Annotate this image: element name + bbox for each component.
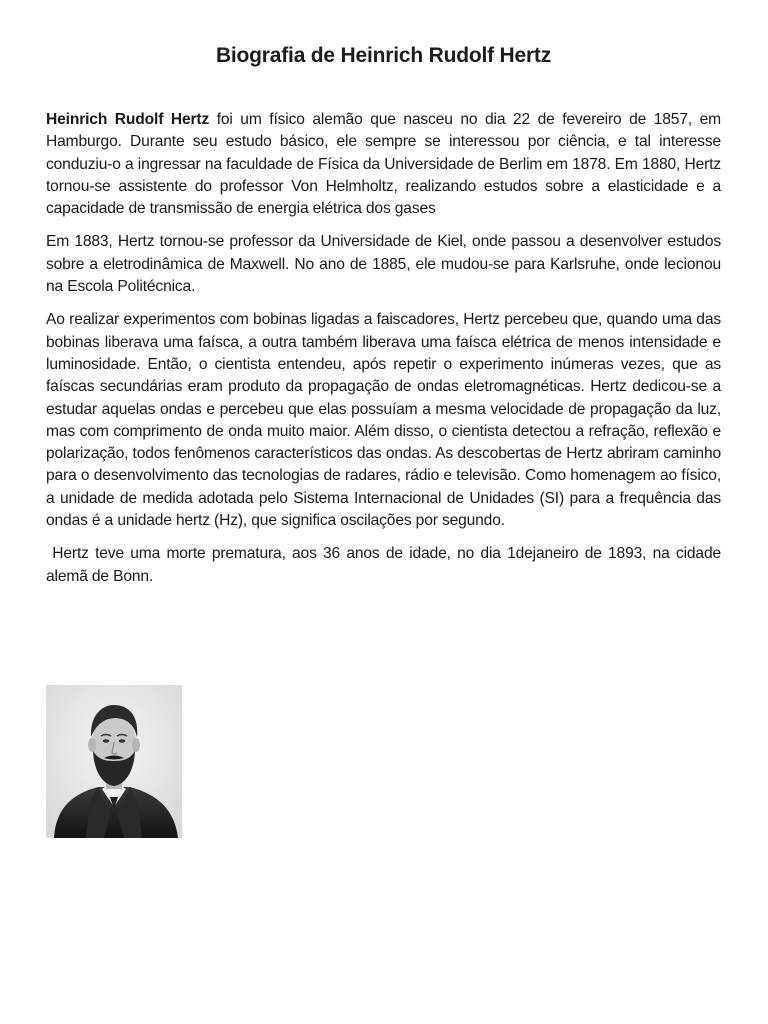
document-title: Biografia de Heinrich Rudolf Hertz [215,44,552,67]
document-body [46,109,726,599]
paragraph-experiments: Ao realizar experimentos com bobinas ligadas a faiscadores, Hertz percebeu que, quando uma das bobinas liberava uma faísca, a outra também liberava uma faísca elétrica de menos intensidade e luminosidade. Então, o cientista entendeu, após repetir o experimento inúmeras vezes, que as faíscas secundárias eram produto da propagação de ondas eletromagnéticas. Hertz dedicou-se a estudar aquelas ondas e percebeu que elas possuíam a mesma velocidade de propagação da luz, mas com comprimento de onda muito maior. Além disso, o cientista detectou a refração, reflexão e polarização, todos fenômenos característicos das ondas. As descobertas de Hertz abriram caminho para o desenvolvimento das tecnologias de radares, rádio e televisão. Como homenagem ao físico, a unidade de medida adotada pelo Sistema Internacional de Unidades (SI) para a frequência das ondas é a unidade hertz (Hz), que significa oscilações por segundo. [46,311,721,530]
subject-name: Heinrich Rudolf Hertz [46,111,210,128]
paragraph-intro [46,109,721,220]
paragraph-intro-text: foi um físico alemão que nasceu no dia 22 de fevereiro de 1857, em Hamburgo. Durante seu estudo básico, ele sempre se interessou por ciência, e tal interesse conduziu-o a ingressar na faculdade de Física da Universidade de Berlim em 1878. Em 1880, Hertz tornou-se assistente do professor Von Helmholtz, realizando estudos sobre a elasticidade e a capacidade de transmissão de energia elétrica dos gases [46,111,721,218]
paragraph-death: Hertz teve uma morte prematura, aos 36 anos de idade, no dia 1dejaneiro de 1893, na cidade alemã de Bonn. [46,545,726,585]
portrait-photo [46,685,182,838]
paragraph-career: Em 1883, Hertz tornou-se professor da Universidade de Kiel, onde passou a desenvolver estudos sobre a eletrodinâmica de Maxwell. No ano de 1885, ele mudou-se para Karlsruhe, onde lecionou na Escola Politécnica. [46,233,721,296]
